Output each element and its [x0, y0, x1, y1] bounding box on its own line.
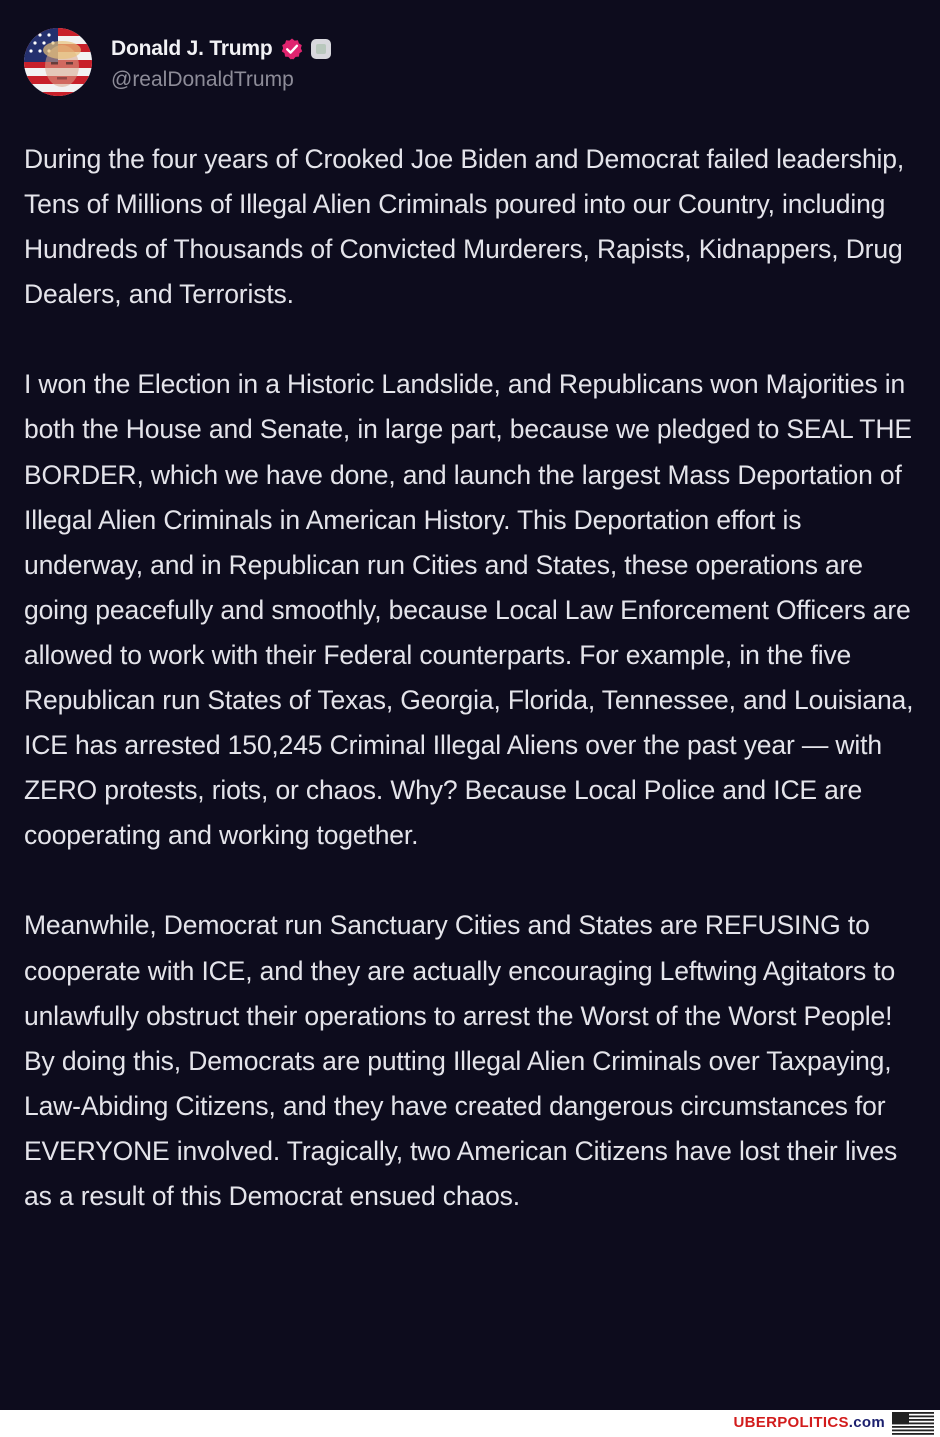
post-paragraph-3: Meanwhile, Democrat run Sanctuary Cities and States are REFUSING to cooperate with ICE, and they are actually encouraging Leftwing Agitators to unlawfully obstruct their operations to arrest the Worst of the Worst People! By doing this, Democrats are putting Illegal Alien Criminals over Taxpaying, Law-Abiding Citizens, and they have created dangerous circumstances for EVERYONE involved. Tragically, two American Citizens have lost their lives as a result of this Democrat ensued chaos. [24, 910, 898, 1211]
name-row [111, 32, 332, 66]
verified-badge-icon [280, 37, 304, 61]
flag-portrait-avatar-icon [24, 28, 92, 96]
post-paragraph-1: During the four years of Crooked Joe Biden and Democrat failed leadership, Tens of Millions of Illegal Alien Criminals poured into our Country, including Hundreds of Thousands of Convicted Murderers, Rapists, Kidnappers, Drug Dealers, and Terrorists. [24, 144, 905, 310]
avatar[interactable] [24, 28, 92, 96]
watermark-brand-name: UBERPOLITICS [733, 1414, 849, 1431]
author-display-name[interactable]: Donald J. Trump [111, 37, 273, 60]
watermark-domain: .com [848, 1414, 885, 1431]
post-header [24, 28, 332, 96]
post-body [24, 137, 924, 1264]
post-paragraph-2: I won the Election in a Historic Landslide, and Republicans won Majorities in both the House and Senate, in large part, because we pledged to SEAL THE BORDER, which we have done, and launch the largest Mass Deportation of Illegal Alien Criminals in American History. This Deportation effort is underway, and in Republican run Cities and States, these operations are going peacefully and smoothly, because Local Law Enforcement Officers are allowed to work with their Federal counterparts. For example, in the five Republican run States of Texas, Georgia, Florida, Tennessee, and Louisiana, ICE has arrested 150,245 Criminal Illegal Aliens over the past year — with ZERO protests, riots, or chaos. Why? Because Local Police and ICE are cooperating and working together. [24, 369, 914, 851]
watermark-bar [0, 1410, 940, 1437]
us-flag-icon [892, 1412, 934, 1435]
account-badge-icon [310, 38, 332, 60]
author-identity [111, 32, 332, 92]
author-handle[interactable]: @realDonaldTrump [111, 68, 294, 91]
watermark-brand [734, 1414, 886, 1431]
